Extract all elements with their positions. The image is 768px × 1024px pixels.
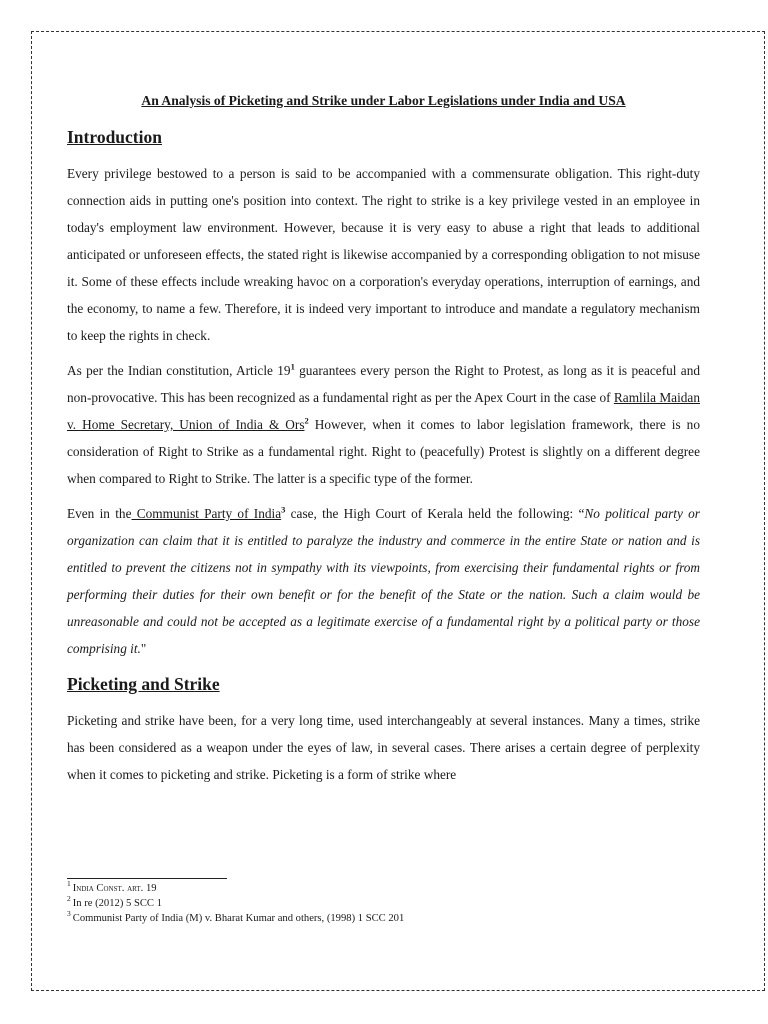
footnote-number: 2 — [67, 894, 71, 904]
footnote-number: 1 — [67, 879, 71, 889]
footnotes — [67, 881, 700, 926]
para3-text-1: Even in the — [67, 506, 132, 521]
case-name-communist-party: Communist Party of India — [131, 506, 282, 521]
para2-text-2: guarantees every person the Right to Protest, as long as it is peaceful and non-provocative. This has been recognized as a fundamental right as per the Apex Court in the case of — [67, 363, 701, 405]
court-quote: No political party or organization can claim that it is entitled to paralyze the industry and commerce in the entire State or nation and is entitled to prevent the citizens not in sympathy with its viewpoints, from exercising their fundamental rights or from performing their duties for their own benefit or for the benefit of the State or the nation. Such a claim would be unreasonable and could not be accepted as a legitimate exercise of a fundamental right by a political party or those comprising it. — [67, 506, 700, 656]
para2-text-1: As per the Indian constitution, Article 19 — [67, 363, 291, 378]
footnote-2 — [67, 896, 700, 911]
intro-paragraph-1: Every privilege bestowed to a person is said to be accompanied with a commensurate obligation. This right-duty connection aids in putting one's position into context. The right to strike is a key privilege vested in an employee in today's employment law environment. However, because it is very easy to abuse a right that leads to additional anticipated or unforeseen effects, the stated right is likewise accompanied by a corresponding obligation to not misuse it. Some of these effects include wreaking havoc on a corporation's everyday operations, interruption of earnings, and the economy, to name a few. Therefore, it is indeed very important to introduce and mandate a regulatory mechanism to keep the rights in check. — [67, 166, 700, 343]
heading-introduction: Introduction — [67, 127, 162, 147]
footnote-number: 3 — [67, 909, 71, 919]
footnote-text: Communist Party of India (M) v. Bharat Kumar and others, (1998) 1 SCC 201 — [72, 913, 405, 924]
case-name-ramlila: Ramlila Maidan v. Home Secretary, Union of India & Ors — [67, 390, 700, 432]
intro-paragraph-2 — [67, 357, 700, 492]
footnote-separator — [67, 878, 227, 879]
footnote-ref-2[interactable]: 2 — [304, 415, 309, 426]
footnote-3 — [67, 911, 700, 926]
heading-picketing-and-strike: Picketing and Strike — [67, 674, 220, 694]
para3-text-2: case, the High Court of Kerala held the following: “ — [285, 506, 585, 521]
document-title: An Analysis of Picketing and Strike under Labor Legislations under India and USA — [141, 93, 626, 108]
intro-paragraph-3 — [67, 500, 700, 662]
picketing-paragraph-1: Picketing and strike have been, for a very long time, used interchangeably at several instances. Many a times, strike has been considered as a weapon under the eyes of law, in several cases. There arises a certain degree of perplexity when it comes to picketing and strike. Picketing is a form of strike where — [67, 713, 700, 782]
footnote-1 — [67, 881, 700, 896]
footnote-text: India Const. art. 19 — [72, 883, 157, 894]
quote-close: " — [140, 641, 147, 656]
footnote-text: In re (2012) 5 SCC 1 — [72, 898, 162, 909]
document-body — [67, 93, 700, 796]
footnote-ref-3[interactable]: 3 — [281, 504, 286, 515]
footnote-ref-1[interactable]: 1 — [290, 361, 295, 372]
para2-text-3: However, when it comes to labor legislation framework, there is no consideration of Right to Strike as a fundamental right. Right to (peacefully) Protest is slightly on a different degree when compared to Right to Strike. The latter is a specific type of the former. — [67, 417, 700, 486]
